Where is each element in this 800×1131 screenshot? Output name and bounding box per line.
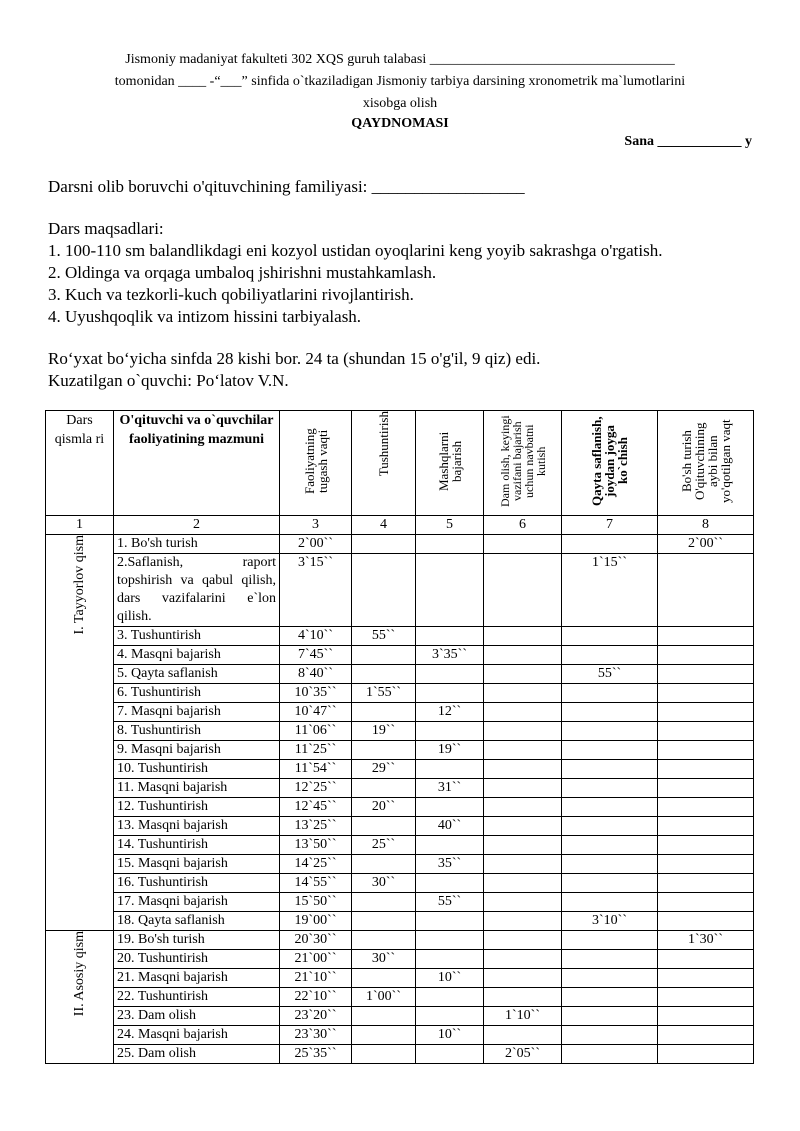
idle-cell (658, 950, 754, 969)
end-time-cell: 14`55`` (280, 874, 352, 893)
table-row (46, 988, 754, 1007)
regroup-cell (562, 874, 658, 893)
rest-cell (484, 760, 562, 779)
rest-cell (484, 931, 562, 950)
regroup-cell (562, 1045, 658, 1064)
regroup-cell (562, 760, 658, 779)
goals-title: Dars maqsadlari: (48, 219, 164, 238)
end-time-cell: 12`25`` (280, 779, 352, 798)
col-header-idle: Bo'sh turish O'qituvchining aybi bilan yo'qotilgan vaqt (658, 411, 754, 516)
idle-cell (658, 836, 754, 855)
end-time-cell: 13`25`` (280, 817, 352, 836)
header-line-1: Jismoniy madaniyat fakulteti 302 XQS guruh talabasi ___________________________________ (125, 52, 675, 67)
exercise-cell (416, 988, 484, 1007)
table-row (46, 554, 754, 627)
col-header-explain: Tushuntirish (352, 411, 416, 516)
rest-cell (484, 779, 562, 798)
regroup-cell (562, 969, 658, 988)
activity-cell: 5. Qayta saflanish (114, 665, 280, 684)
exercise-cell (416, 931, 484, 950)
goal-3: 3. Kuch va tezkorli-kuch qobiliyatlarini rivojlantirish. (48, 285, 414, 304)
exercise-cell (416, 627, 484, 646)
rest-cell (484, 703, 562, 722)
goal-4: 4. Uyushqoqlik va intizom hissini tarbiyalash. (48, 307, 362, 326)
end-time-cell: 19`00`` (280, 912, 352, 931)
explain-cell (352, 969, 416, 988)
col-number: 4 (352, 516, 416, 535)
activity-cell: 22. Tushuntirish (114, 988, 280, 1007)
table-row (46, 1007, 754, 1026)
activity-cell: 3. Tushuntirish (114, 627, 280, 646)
explain-cell (352, 1007, 416, 1026)
exercise-cell (416, 836, 484, 855)
rest-cell (484, 893, 562, 912)
end-time-cell: 23`20`` (280, 1007, 352, 1026)
activity-cell: 16. Tushuntirish (114, 874, 280, 893)
regroup-cell: 3`10`` (562, 912, 658, 931)
explain-cell: 30`` (352, 874, 416, 893)
col-number: 7 (562, 516, 658, 535)
end-time-cell: 11`54`` (280, 760, 352, 779)
column-number-row (46, 516, 754, 535)
end-time-cell: 22`10`` (280, 988, 352, 1007)
rest-cell: 2`05`` (484, 1045, 562, 1064)
exercise-cell: 10`` (416, 969, 484, 988)
regroup-cell (562, 722, 658, 741)
col-number: 6 (484, 516, 562, 535)
chronometry-table (45, 410, 754, 1064)
idle-cell (658, 646, 754, 665)
table-row (46, 874, 754, 893)
idle-cell (658, 722, 754, 741)
table-row (46, 893, 754, 912)
end-time-cell: 10`47`` (280, 703, 352, 722)
col-header-parts: Dars qismla ri (46, 411, 114, 516)
regroup-cell (562, 988, 658, 1007)
end-time-cell: 3`15`` (280, 554, 352, 627)
part-preparatory-label: I. Tayyorlov qism (71, 535, 87, 635)
activity-cell: 6. Tushuntirish (114, 684, 280, 703)
regroup-cell (562, 950, 658, 969)
explain-cell (352, 779, 416, 798)
exercise-cell (416, 874, 484, 893)
exercise-cell (416, 798, 484, 817)
col-number: 3 (280, 516, 352, 535)
end-time-cell: 20`30`` (280, 931, 352, 950)
end-time-cell: 8`40`` (280, 665, 352, 684)
header-line-3: xisobga olish (362, 96, 438, 111)
explain-cell: 55`` (352, 627, 416, 646)
rest-cell (484, 874, 562, 893)
table-row (46, 1045, 754, 1064)
col-header-content: O'qituvchi va o`quvchilar faoliyatining mazmuni (114, 411, 280, 516)
explain-cell: 25`` (352, 836, 416, 855)
exercise-cell (416, 554, 484, 627)
explain-cell (352, 554, 416, 627)
regroup-cell (562, 1026, 658, 1045)
end-time-cell: 15`50`` (280, 893, 352, 912)
date-field: Sana ____________ y (624, 134, 752, 149)
exercise-cell: 3`35`` (416, 646, 484, 665)
exercise-cell: 12`` (416, 703, 484, 722)
explain-cell (352, 646, 416, 665)
activity-cell: 7. Masqni bajarish (114, 703, 280, 722)
rest-cell (484, 646, 562, 665)
activity-cell: 1. Bo'sh turish (114, 535, 280, 554)
exercise-cell: 19`` (416, 741, 484, 760)
activity-cell: 9. Masqni bajarish (114, 741, 280, 760)
goal-1: 1. 100-110 sm balandlikdagi eni kozyol ustidan oyoqlarini keng yoyib sakrashga o'rgatish. (48, 241, 663, 260)
rest-cell (484, 554, 562, 627)
activity-cell: 14. Tushuntirish (114, 836, 280, 855)
idle-cell: 2`00`` (658, 535, 754, 554)
exercise-cell (416, 1045, 484, 1064)
rest-cell (484, 722, 562, 741)
table-row (46, 722, 754, 741)
regroup-cell (562, 535, 658, 554)
table-row (46, 646, 754, 665)
end-time-cell: 21`00`` (280, 950, 352, 969)
part-main (46, 931, 114, 1064)
table-row (46, 535, 754, 554)
table-row (46, 779, 754, 798)
explain-cell (352, 703, 416, 722)
idle-cell (658, 855, 754, 874)
document-title: QAYDNOMASI (351, 116, 449, 131)
rest-cell (484, 836, 562, 855)
rest-cell (484, 817, 562, 836)
idle-cell (658, 969, 754, 988)
activity-cell: 21. Masqni bajarish (114, 969, 280, 988)
explain-cell (352, 535, 416, 554)
table-row (46, 627, 754, 646)
rest-cell (484, 627, 562, 646)
regroup-cell (562, 931, 658, 950)
exercise-cell (416, 535, 484, 554)
activity-cell: 25. Dam olish (114, 1045, 280, 1064)
idle-cell (658, 1026, 754, 1045)
idle-cell (658, 912, 754, 931)
table-row (46, 912, 754, 931)
activity-cell: 17. Masqni bajarish (114, 893, 280, 912)
table-row (46, 931, 754, 950)
regroup-cell (562, 646, 658, 665)
explain-cell (352, 665, 416, 684)
exercise-cell: 40`` (416, 817, 484, 836)
idle-cell (658, 779, 754, 798)
idle-cell (658, 684, 754, 703)
rest-cell (484, 950, 562, 969)
rest-cell (484, 1026, 562, 1045)
table-row (46, 684, 754, 703)
idle-cell (658, 798, 754, 817)
table-row (46, 760, 754, 779)
activity-cell: 10. Tushuntirish (114, 760, 280, 779)
part-main-label: II. Asosiy qism (71, 931, 87, 1017)
activity-cell: 8. Tushuntirish (114, 722, 280, 741)
idle-cell (658, 627, 754, 646)
observed-student-line: Kuzatilgan o`quvchi: Po‘latov V.N. (48, 371, 289, 390)
rest-cell (484, 969, 562, 988)
table-row (46, 703, 754, 722)
idle-cell (658, 988, 754, 1007)
explain-cell (352, 912, 416, 931)
explain-cell: 19`` (352, 722, 416, 741)
idle-cell: 1`30`` (658, 931, 754, 950)
explain-cell (352, 893, 416, 912)
rest-cell (484, 741, 562, 760)
regroup-cell (562, 817, 658, 836)
col-header-end-time: Faoliyatning tugash vaqti (280, 411, 352, 516)
idle-cell (658, 741, 754, 760)
activity-cell: 15. Masqni bajarish (114, 855, 280, 874)
activity-cell: 20. Tushuntirish (114, 950, 280, 969)
explain-cell: 1`00`` (352, 988, 416, 1007)
exercise-cell (416, 722, 484, 741)
regroup-cell (562, 627, 658, 646)
table-row (46, 817, 754, 836)
exercise-cell (416, 950, 484, 969)
idle-cell (658, 893, 754, 912)
col-number: 2 (114, 516, 280, 535)
table-row (46, 665, 754, 684)
table-row (46, 1026, 754, 1045)
explain-cell: 30`` (352, 950, 416, 969)
exercise-cell (416, 684, 484, 703)
activity-cell: 4. Masqni bajarish (114, 646, 280, 665)
explain-cell (352, 1026, 416, 1045)
table-row (46, 855, 754, 874)
regroup-cell (562, 798, 658, 817)
col-number: 5 (416, 516, 484, 535)
exercise-cell: 10`` (416, 1026, 484, 1045)
end-time-cell: 7`45`` (280, 646, 352, 665)
regroup-cell (562, 741, 658, 760)
activity-cell: 13. Masqni bajarish (114, 817, 280, 836)
explain-cell (352, 817, 416, 836)
header-line-2: tomonidan ____ -“___” sinfida o`tkaziladigan Jismoniy tarbiya darsining xronometrik ma`lumotlarini (114, 74, 686, 89)
explain-cell (352, 855, 416, 874)
col-header-rest: Dam olish, keyingi vazifani bajarish uchun navbatni kutish (484, 411, 562, 516)
regroup-cell (562, 684, 658, 703)
end-time-cell: 13`50`` (280, 836, 352, 855)
end-time-cell: 12`45`` (280, 798, 352, 817)
end-time-cell: 10`35`` (280, 684, 352, 703)
exercise-cell (416, 665, 484, 684)
regroup-cell: 1`15`` (562, 554, 658, 627)
table-row (46, 950, 754, 969)
activity-cell: 12. Tushuntirish (114, 798, 280, 817)
regroup-cell (562, 893, 658, 912)
activity-cell: 23. Dam olish (114, 1007, 280, 1026)
end-time-cell: 2`00`` (280, 535, 352, 554)
explain-cell (352, 1045, 416, 1064)
goal-2: 2. Oldinga va orqaga umbaloq jshirishni mustahkamlash. (48, 263, 437, 282)
teacher-line: Darsni olib boruvchi o'qituvchining familiyasi: __________________ (48, 177, 525, 196)
table-row (46, 741, 754, 760)
table-header-row (46, 411, 754, 516)
regroup-cell (562, 779, 658, 798)
rest-cell (484, 912, 562, 931)
idle-cell (658, 1045, 754, 1064)
idle-cell (658, 817, 754, 836)
explain-cell (352, 741, 416, 760)
explain-cell: 1`55`` (352, 684, 416, 703)
end-time-cell: 4`10`` (280, 627, 352, 646)
rest-cell (484, 798, 562, 817)
roster-line: Ro‘yxat bo‘yicha sinfda 28 kishi bor. 24 ta (shundan 15 o'g'il, 9 qiz) edi. (48, 349, 541, 368)
exercise-cell (416, 760, 484, 779)
rest-cell (484, 988, 562, 1007)
idle-cell (658, 554, 754, 627)
exercise-cell: 55`` (416, 893, 484, 912)
rest-cell (484, 535, 562, 554)
regroup-cell (562, 1007, 658, 1026)
end-time-cell: 11`06`` (280, 722, 352, 741)
end-time-cell: 21`10`` (280, 969, 352, 988)
end-time-cell: 14`25`` (280, 855, 352, 874)
explain-cell: 20`` (352, 798, 416, 817)
regroup-cell (562, 855, 658, 874)
part-preparatory (46, 535, 114, 931)
idle-cell (658, 1007, 754, 1026)
col-number: 8 (658, 516, 754, 535)
rest-cell: 1`10`` (484, 1007, 562, 1026)
regroup-cell (562, 836, 658, 855)
rest-cell (484, 855, 562, 874)
activity-cell: 19. Bo'sh turish (114, 931, 280, 950)
exercise-cell (416, 1007, 484, 1026)
explain-cell: 29`` (352, 760, 416, 779)
explain-cell (352, 931, 416, 950)
idle-cell (658, 874, 754, 893)
rest-cell (484, 665, 562, 684)
activity-cell: 18. Qayta saflanish (114, 912, 280, 931)
activity-cell: 24. Masqni bajarish (114, 1026, 280, 1045)
idle-cell (658, 703, 754, 722)
exercise-cell (416, 912, 484, 931)
end-time-cell: 11`25`` (280, 741, 352, 760)
idle-cell (658, 760, 754, 779)
exercise-cell: 31`` (416, 779, 484, 798)
col-number: 1 (46, 516, 114, 535)
end-time-cell: 23`30`` (280, 1026, 352, 1045)
regroup-cell: 55`` (562, 665, 658, 684)
col-header-exercise: Mashqlarni bajarish (416, 411, 484, 516)
table-row (46, 798, 754, 817)
end-time-cell: 25`35`` (280, 1045, 352, 1064)
activity-cell: 2.Saflanish, raport topshirish va qabul qilish, dars vazifalarini e`lon qilish. (114, 554, 280, 627)
table-row (46, 969, 754, 988)
regroup-cell (562, 703, 658, 722)
rest-cell (484, 684, 562, 703)
col-header-regroup: Qayta saflanish, joydan joyga ko`chish (562, 411, 658, 516)
idle-cell (658, 665, 754, 684)
exercise-cell: 35`` (416, 855, 484, 874)
activity-cell: 11. Masqni bajarish (114, 779, 280, 798)
table-row (46, 836, 754, 855)
